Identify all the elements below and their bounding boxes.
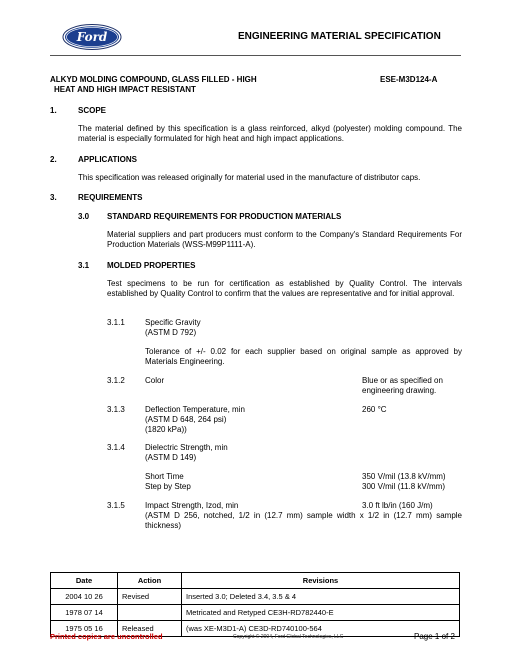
section-text-scope: The material defined by this specification is a glass reinforced, alkyd (polyester) molding compound. The material is especially formulated for high heat and high impact applications. [78,124,462,143]
item-sublabel-315: (ASTM D 256, notched, 1/2 in (12.7 mm) sample width x 1/2 in (12.7 mm) sample thickness) [145,511,462,530]
item-sublabel2-313: (1820 kPa)) [145,425,187,434]
header-title: ENGINEERING MATERIAL SPECIFICATION [238,31,441,42]
item-label-314: Dielectric Strength, min [145,443,228,452]
item-label-315: Impact Strength, Izod, min [145,501,239,510]
column-header-revisions: Revisions [182,573,460,589]
page-number: Page 1 of 2 [414,632,455,641]
item-step-value: 300 V/mil (11.8 kV/mm) [362,482,445,491]
section-text-standard: Material suppliers and part producers must conform to the Company's Standard Requirements For Production Materials (WSS-M99P1111-A). [107,230,462,249]
section-number-standard: 3.0 [78,212,90,221]
section-title-scope: SCOPE [78,106,107,115]
section-title-requirements: REQUIREMENTS [78,193,143,202]
item-value-313: 260 °C [362,405,387,414]
item-value-312-line2: engineering drawing. [362,386,437,395]
section-title-applications: APPLICATIONS [78,155,137,164]
item-number-315: 3.1.5 [107,501,125,510]
revision-table-header [51,573,460,589]
section-number-requirements: 3. [50,193,57,202]
doc-title-line1: ALKYD MOLDING COMPOUND, GLASS FILLED - HIGH [50,75,257,84]
revision-description: (was XE-M3D1-A) CE3D-RD740100-564 [182,621,460,637]
revision-action: Revised [118,589,182,605]
section-text-molded: Test specimens to be run for certification as established by Quality Control. The intervals established by Quality Control to confirm that the values are representative and for initial approval. [107,279,462,298]
item-value-315: 3.0 ft lb/in (160 J/m) [362,501,433,510]
revision-description: Metricated and Retyped CE3H-RD782440-E [182,605,460,621]
table-row [51,589,460,605]
item-short-time-label: Short Time [145,472,184,481]
section-number-molded: 3.1 [78,261,90,270]
section-title-molded: MOLDED PROPERTIES [107,261,196,270]
ford-logo [62,24,122,50]
column-header-date: Date [51,573,118,589]
header-divider [50,55,461,56]
uncontrolled-copies-notice: Printed copies are uncontrolled [50,632,163,641]
item-label-312: Color [145,376,165,385]
revision-action [118,605,182,621]
item-sublabel-314: (ASTM D 149) [145,453,197,462]
logo-text: Ford [76,30,108,44]
section-number-scope: 1. [50,106,57,115]
doc-title-line2: HEAT AND HIGH IMPACT RESISTANT [54,85,196,94]
section-title-standard: STANDARD REQUIREMENTS FOR PRODUCTION MATERIALS [107,212,342,221]
item-sublabel-311: (ASTM D 792) [145,328,197,337]
item-number-314: 3.1.4 [107,443,125,452]
item-number-311: 3.1.1 [107,318,125,327]
revision-table [50,572,460,637]
item-label-311: Specific Gravity [145,318,201,327]
revision-description: Inserted 3.0; Deleted 3.4, 3.5 & 4 [182,589,460,605]
section-number-applications: 2. [50,155,57,164]
revision-date: 1978 07 14 [51,605,118,621]
item-label-313: Deflection Temperature, min [145,405,245,414]
item-sublabel-313: (ASTM D 648, 264 psi) [145,415,227,424]
revision-action: Released [118,621,182,637]
revision-date: 2004 10 26 [51,589,118,605]
item-step-label: Step by Step [145,482,191,491]
item-short-time-value: 350 V/mil (13.8 kV/mm) [362,472,446,481]
item-number-312: 3.1.2 [107,376,125,385]
item-value-312-line1: Blue or as specified on [362,376,443,385]
item-number-313: 3.1.3 [107,405,125,414]
revision-date: 1975 05 16 [51,621,118,637]
item-note-311: Tolerance of +/- 0.02 for each supplier based on original sample as approved by Materials Engineering. [145,347,462,366]
column-header-action: Action [118,573,182,589]
copyright-notice: Copyright © 2004, Ford Global Technologies, LLC [233,634,344,640]
table-row [51,605,460,621]
section-text-applications: This specification was released originally for material used in the manufacture of distributor caps. [78,173,421,182]
spec-number: ESE-M3D124-A [380,75,438,84]
